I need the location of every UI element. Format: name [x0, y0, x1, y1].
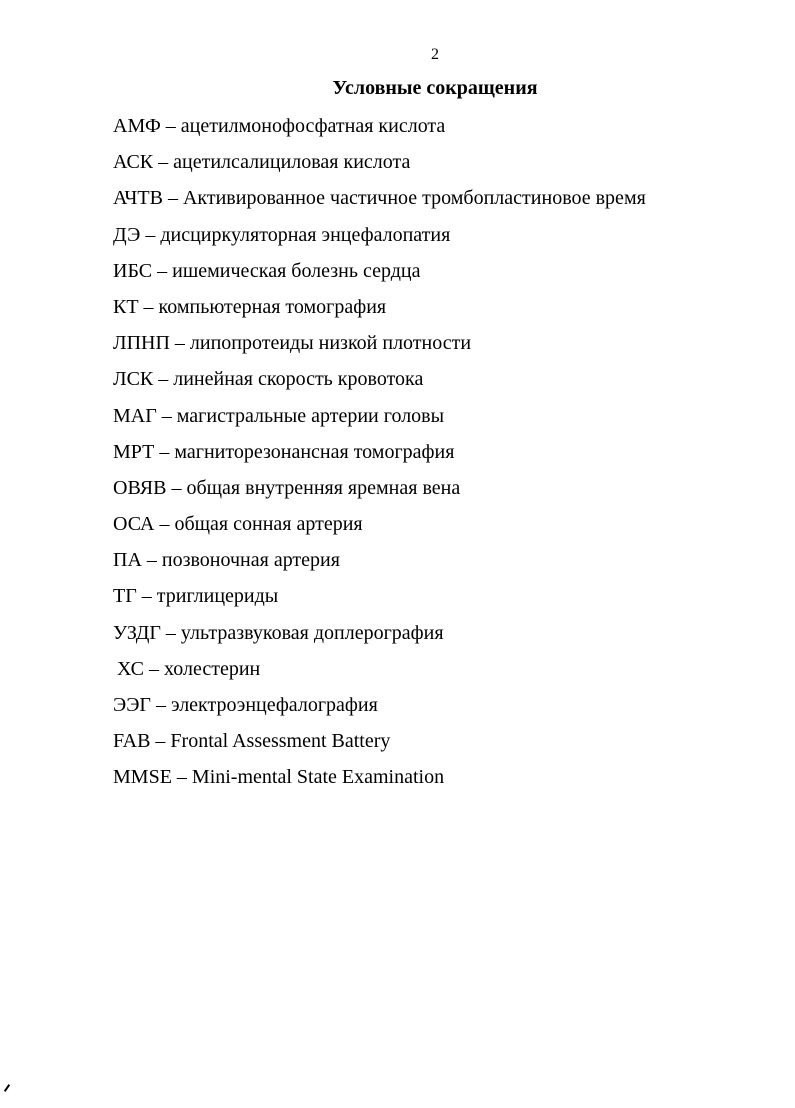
abbreviation-item: КТ – компьютерная томография — [113, 295, 387, 318]
abbreviation-item: УЗДГ – ультразвуковая доплерография — [113, 621, 444, 644]
abbreviation-list — [113, 112, 783, 800]
abbreviation-item: МРТ – магниторезонансная томография — [113, 440, 455, 463]
abbreviation-item: ОСА – общая сонная артерия — [113, 513, 363, 536]
abbreviation-item: ЛПНП – липопротеиды низкой плотности — [113, 332, 472, 355]
abbreviation-item: АЧТВ – Активированное частичное тромбопластиновое время — [113, 187, 646, 210]
abbreviation-item: ИБС – ишемическая болезнь сердца — [113, 259, 421, 282]
page-title: Условные сокращения — [332, 77, 538, 99]
page-number: 2 — [431, 46, 439, 63]
abbreviation-item: FAB – Frontal Assessment Battery — [113, 730, 391, 753]
abbreviation-item: ЛСК – линейная скорость кровотока — [113, 368, 424, 391]
abbreviation-item: ТГ – триглицериды — [113, 585, 279, 608]
abbreviation-item: MMSE – Mini-mental State Examination — [113, 766, 445, 789]
abbreviation-item: ЭЭГ – электроэнцефалография — [113, 694, 378, 716]
abbreviation-item: ОВЯВ – общая внутренняя яремная вена — [113, 476, 461, 499]
scan-artifact-mark — [4, 1084, 10, 1092]
abbreviation-item: АСК – ацетилсалициловая кислота — [113, 151, 411, 174]
abbreviation-item: ХС – холестерин — [117, 657, 261, 680]
abbreviation-item: МАГ – магистральные артерии головы — [113, 404, 445, 427]
abbreviation-item: ДЭ – дисциркуляторная энцефалопатия — [113, 223, 451, 246]
abbreviation-item: АМФ – ацетилмонофосфатная кислота — [113, 115, 446, 137]
abbreviation-item: ПА – позвоночная артерия — [113, 549, 340, 572]
